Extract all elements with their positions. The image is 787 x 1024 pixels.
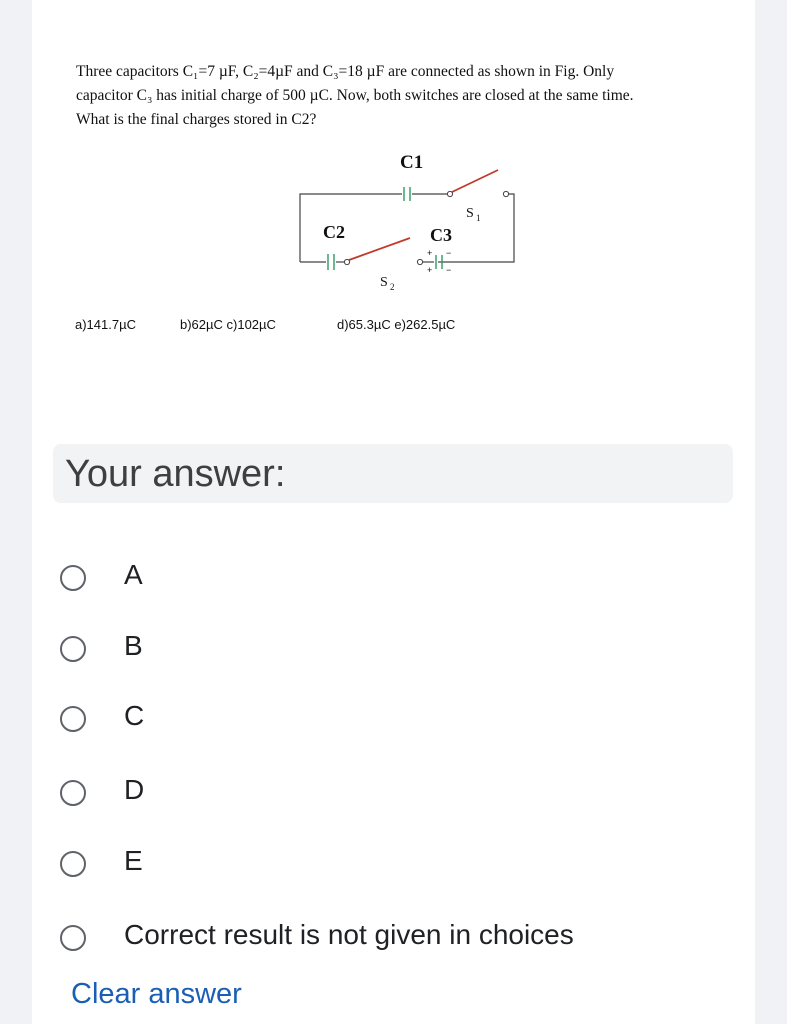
option-b[interactable] xyxy=(60,630,680,676)
question-text xyxy=(76,60,736,132)
option-label: E xyxy=(124,845,143,876)
s1-contact-left xyxy=(447,191,452,196)
s1-subscript: 1 xyxy=(476,213,481,223)
option-e[interactable] xyxy=(60,845,680,891)
s1-blade xyxy=(452,170,498,192)
question-line-3: What is the final charges stored in C2? xyxy=(76,111,317,128)
radio-button[interactable] xyxy=(60,636,86,662)
radio-button[interactable] xyxy=(60,706,86,732)
c3-plus-bottom: + xyxy=(427,265,433,275)
your-answer-label: Your answer: xyxy=(65,453,286,495)
s2-contact-right xyxy=(417,259,422,264)
c3-label: C3 xyxy=(430,225,452,245)
c3-plus-top: + xyxy=(427,248,433,258)
s2-label: S xyxy=(380,275,388,290)
radio-button[interactable] xyxy=(60,565,86,591)
choice-a: a)141.7µC xyxy=(75,317,136,332)
option-label: D xyxy=(124,774,145,805)
question-line-1: Three capacitors C₁=7 µF, C₂=4µF and C₃=18 µF are connected as shown in Fig. Only xyxy=(76,63,615,80)
option-d[interactable] xyxy=(60,774,680,820)
wire-left-top xyxy=(300,194,402,262)
answer-choices xyxy=(0,317,787,339)
s1-label: S xyxy=(466,206,474,221)
c2-label: C2 xyxy=(323,222,345,242)
option-label: B xyxy=(124,630,143,661)
s2-subscript: 2 xyxy=(390,282,395,292)
option-a[interactable] xyxy=(60,559,680,605)
option-label: Correct result is not given in choices xyxy=(124,919,574,950)
option-not-given[interactable] xyxy=(60,919,680,965)
option-label: A xyxy=(124,559,143,590)
choice-d-e: d)65.3µC e)262.5µC xyxy=(337,317,456,332)
radio-button[interactable] xyxy=(60,925,86,951)
c1-label: C1 xyxy=(400,152,424,173)
s2-contact-left xyxy=(344,259,349,264)
s2-blade xyxy=(349,238,410,260)
option-label: C xyxy=(124,700,145,731)
radio-button[interactable] xyxy=(60,780,86,806)
your-answer-header xyxy=(53,444,733,503)
s1-contact-right xyxy=(503,191,508,196)
c3-minus-top: − xyxy=(446,248,452,258)
option-c[interactable] xyxy=(60,700,680,746)
question-line-2: capacitor C₃ has initial charge of 500 µC. Now, both switches are closed at the same time. xyxy=(76,87,634,104)
circuit-diagram xyxy=(290,140,530,300)
clear-answer-button[interactable]: Clear answer xyxy=(71,978,242,1010)
c3-minus-bottom: − xyxy=(446,265,452,275)
left-gutter xyxy=(0,0,32,1024)
radio-button[interactable] xyxy=(60,851,86,877)
right-gutter xyxy=(755,0,787,1024)
choice-b-c: b)62µC c)102µC xyxy=(180,317,276,332)
